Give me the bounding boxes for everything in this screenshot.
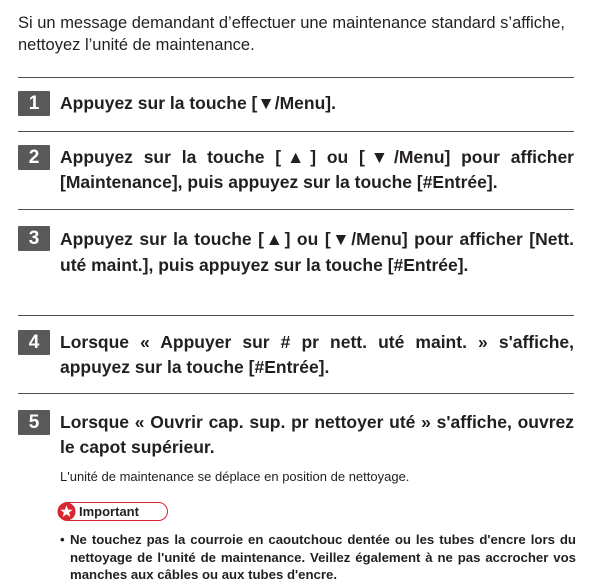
important-callout (58, 502, 168, 521)
step-number-badge: 5 (18, 410, 50, 435)
step-number-badge: 2 (18, 145, 50, 170)
important-label: Important (79, 504, 139, 519)
important-bullet (60, 531, 576, 584)
step-5 (18, 410, 574, 460)
step-instruction: Lorsque « Appuyer sur # pr nett. uté maint. » s'affiche, appuyez sur la touche [#Entrée]. (60, 332, 574, 377)
step-note: L'unité de maintenance se déplace en position de nettoyage. (60, 469, 410, 484)
step-instruction: Appuyez sur la touche [▲] ou [▼/Menu] pour afficher [Nett. uté maint.], puis appuyez sur la touche [#Entrée]. (60, 229, 574, 275)
step-number-badge: 4 (18, 330, 50, 355)
step-instruction: Lorsque « Ouvrir cap. sup. pr nettoyer uté » s'affiche, ouvrez le capot supérieur. (60, 412, 574, 457)
important-text: Ne touchez pas la courroie en caoutchouc dentée ou les tubes d'encre lors du nettoyage de l'unité de maintenance. Veillez également à ne pas accrocher vos manches aux câbles ou aux tubes d'encre. (70, 532, 576, 582)
step-instruction: Appuyez sur la touche [▼/Menu]. (60, 93, 336, 113)
divider (18, 77, 574, 78)
step-instruction: Appuyez sur la touche [▲] ou [▼/Menu] pour afficher [Maintenance], puis appuyez sur la touche [#Entrée]. (60, 147, 574, 192)
step-3 (18, 226, 574, 278)
step-1 (18, 91, 574, 116)
bullet-dot: • (60, 532, 65, 547)
divider (18, 209, 574, 210)
step-4 (18, 330, 574, 380)
step-number-badge: 3 (18, 226, 50, 251)
divider (18, 393, 574, 394)
intro-paragraph: Si un message demandant d’effectuer une maintenance standard s’affiche, nettoyez l’unité de maintenance. (18, 14, 565, 54)
star-icon (57, 502, 76, 521)
divider (18, 131, 574, 132)
divider (18, 315, 574, 316)
step-2 (18, 145, 574, 195)
step-number-badge: 1 (18, 91, 50, 116)
